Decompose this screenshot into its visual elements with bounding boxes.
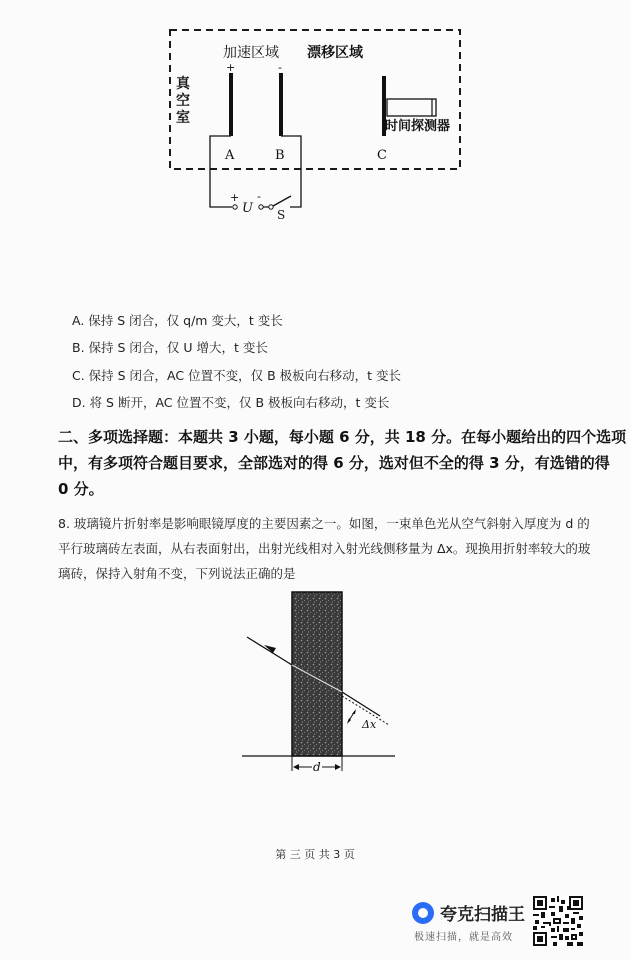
dx-label: Δx <box>362 718 377 731</box>
glass-slab <box>292 592 342 756</box>
option-b: B. 保持 S 闭合，仅 U 增大，t 变长 <box>72 340 268 355</box>
scanner-brand-name: 夸克扫描王 <box>440 905 525 925</box>
incident-ray <box>247 637 292 665</box>
quark-logo-icon <box>412 902 434 924</box>
drift-region-label: 漂移区域 <box>307 45 363 61</box>
source-terminal-minus <box>259 205 263 209</box>
plate-b-label: B <box>275 148 285 163</box>
switch-label: S <box>277 208 286 222</box>
question-8-text <box>58 511 591 586</box>
circuit-wire <box>210 136 232 207</box>
switch-terminal <box>269 205 273 209</box>
section-2-line-1: 二、多项选择题：本题共 3 小题，每小题 6 分，共 18 分。在每小题给出的四个选项 <box>58 428 627 446</box>
qr-code-icon <box>533 896 583 946</box>
section-2-line-2: 中，有多项符合题目要求，全部选对的得 6 分，选对但不全的得 3 分，有选错的得 <box>58 454 610 472</box>
page-number: 第 三 页 共 3 页 <box>275 848 355 861</box>
scanner-slogan: 极速扫描，就是高效 <box>414 932 513 943</box>
plate-c-label: C <box>377 148 387 163</box>
switch-blade <box>273 196 291 206</box>
question-8-line-3: 璃砖，保持入射角不变，下列说法正确的是 <box>58 566 296 581</box>
tof-apparatus-diagram <box>0 0 630 240</box>
vacuum-chamber-label: 真空室 <box>176 76 190 126</box>
time-detector-label: 时间探测器 <box>385 119 451 134</box>
glass-slab-diagram <box>0 585 630 785</box>
plate-b-minus-sign: - <box>278 61 282 74</box>
section-2-heading <box>58 424 627 502</box>
option-d: D. 将 S 断开，AC 位置不变，仅 B 极板向右移动，t 变长 <box>72 395 390 410</box>
time-detector <box>387 99 436 116</box>
question-8-line-1: 8. 玻璃镜片折射率是影响眼镜厚度的主要因素之一。如图，一束单色光从空气斜射入厚度为 d 的 <box>58 516 590 531</box>
option-c: C. 保持 S 闭合，AC 位置不变，仅 B 极板向右移动，t 变长 <box>72 368 401 383</box>
emergent-ray <box>342 692 380 716</box>
d-arrow-right <box>335 764 341 770</box>
plate-a-label: A <box>225 148 235 163</box>
d-arrow-left <box>293 764 299 770</box>
source-minus-sign: - <box>257 190 261 203</box>
accel-region-label: 加速区域 <box>223 45 279 61</box>
section-2-line-3: 0 分。 <box>58 480 104 498</box>
d-label: d <box>313 760 321 774</box>
plate-a-plus-sign: + <box>226 61 236 74</box>
option-a: A. 保持 S 闭合，仅 q/m 变大，t 变长 <box>72 313 283 328</box>
voltage-label: U <box>242 201 253 216</box>
source-plus-sign: + <box>230 191 240 204</box>
question-8-line-2: 平行玻璃砖左表面，从右表面射出，出射光线相对入射光线侧移量为 Δx。现换用折射率较大的玻 <box>58 541 591 556</box>
dx-arrow-top <box>352 709 356 714</box>
source-terminal-plus <box>233 205 237 209</box>
